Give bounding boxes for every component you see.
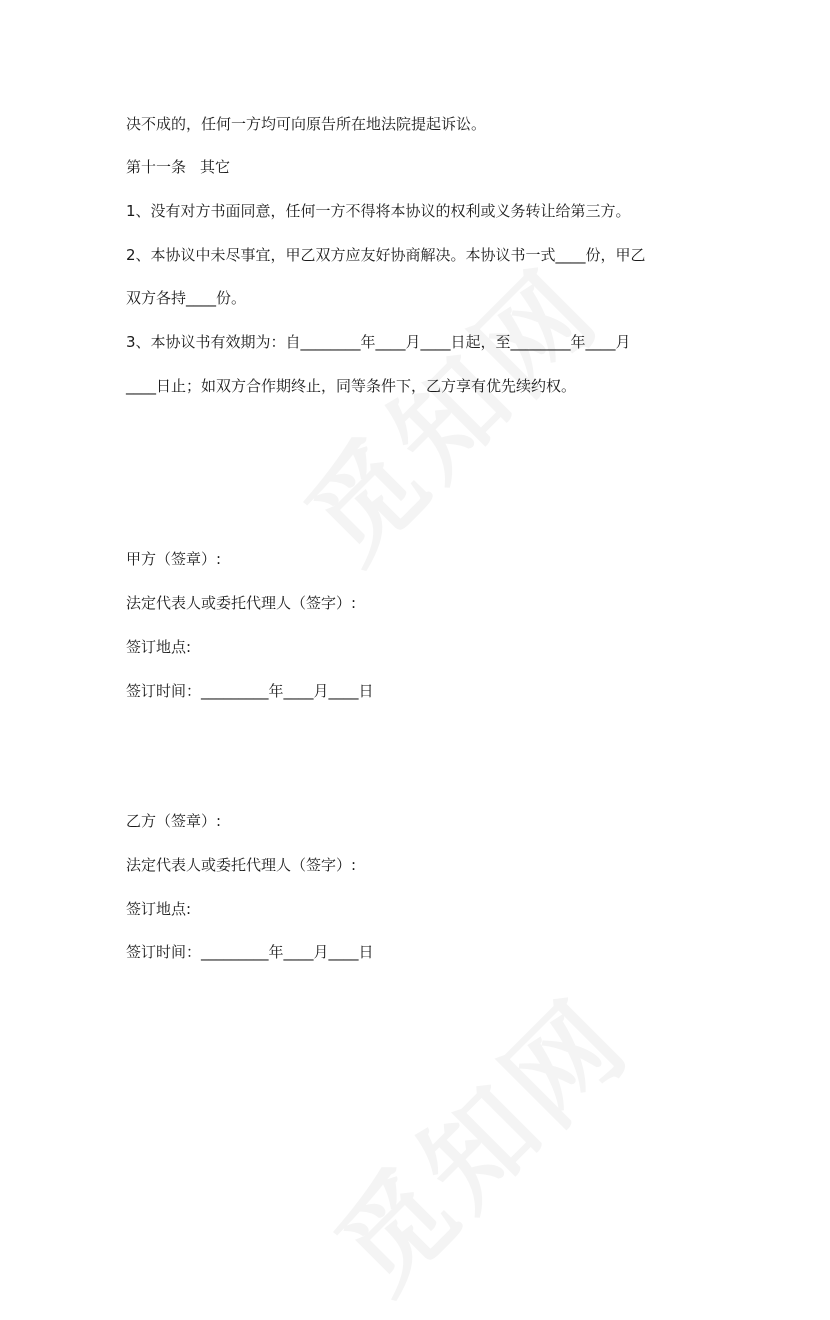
party-b-seal: 乙方（签章）: [126,812,222,830]
party-a-place: 签订地点: [126,638,192,656]
watermark [296,958,658,1320]
clause-3-line-2: ____日止；如双方合作期终止，同等条件下，乙方享有优先续约权。 [126,377,577,395]
clause-1: 1、没有对方书面同意，任何一方不得将本协议的权利或义务转让给第三方。 [126,202,631,220]
clause-3-line-1: 3、本协议书有效期为：自________年____月____日起，至________年____月 [126,333,631,351]
article-title: 其它 [200,158,231,176]
paragraph-text: 决不成的，任何一方均可向原告所在地法院提起诉讼。 [126,115,487,133]
party-b-place: 签订地点: [126,900,192,918]
party-a-seal: 甲方（签章）: [126,550,222,568]
clause-2-line-2: 双方各持____份。 [126,289,247,307]
article-heading [126,157,230,177]
party-a-representative: 法定代表人或委托代理人（签字）: [126,594,357,612]
watermark [266,228,628,590]
party-b-time: 签订时间：_________年____月____日 [126,943,374,961]
party-a-time: 签订时间：_________年____月____日 [126,682,374,700]
article-number: 第十一条 [126,158,187,176]
clause-2-line-1: 2、本协议中未尽事宜，甲乙双方应友好协商解决。本协议书一式____份，甲乙 [126,246,646,264]
party-b-representative: 法定代表人或委托代理人（签字）: [126,856,357,874]
